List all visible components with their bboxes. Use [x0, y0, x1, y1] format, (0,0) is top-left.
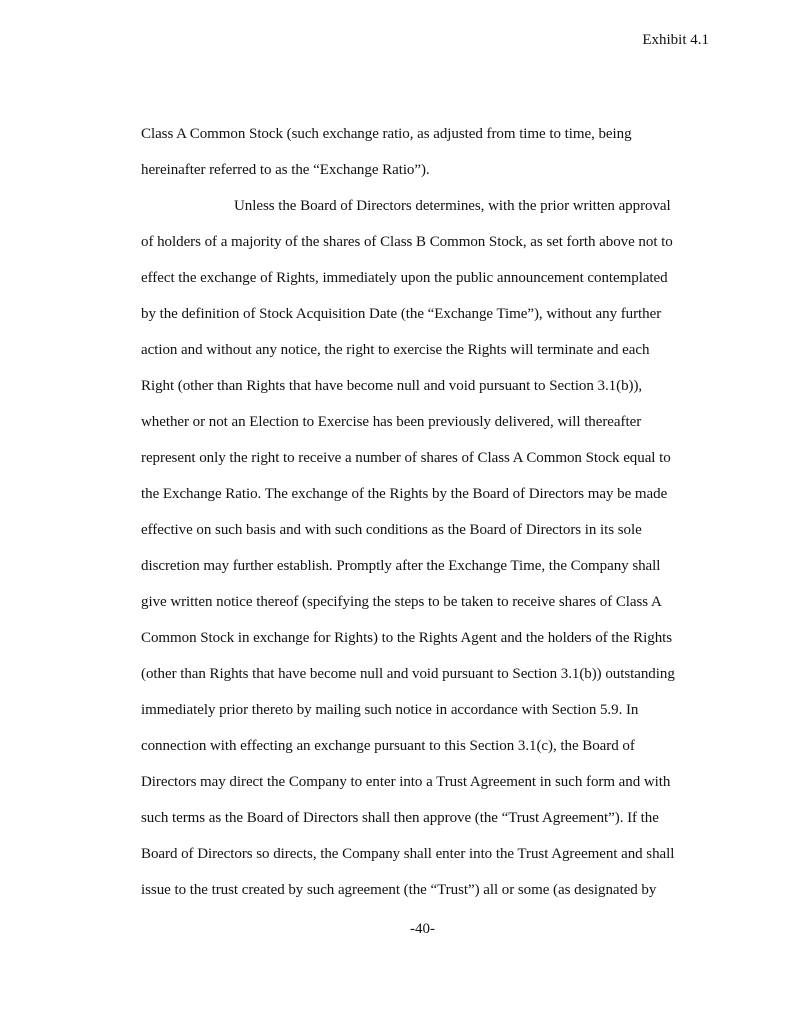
text-line-20: such terms as the Board of Directors shall then approve (the “Trust Agreement”). If the — [141, 810, 659, 826]
text-line-17: immediately prior thereto by mailing such notice in accordance with Section 5.9. In — [141, 702, 639, 718]
page-number: -40- — [410, 921, 435, 937]
text-line-13: discretion may further establish. Promptly after the Exchange Time, the Company shall — [141, 558, 661, 574]
text-line-14: give written notice thereof (specifying the steps to be taken to receive shares of Class A — [141, 594, 662, 610]
text-line-8: Right (other than Rights that have become null and void pursuant to Section 3.1(b)), — [141, 378, 643, 394]
text-line-1: Class A Common Stock (such exchange ratio, as adjusted from time to time, being — [141, 126, 632, 142]
text-line-22: issue to the trust created by such agreement (the “Trust”) all or some (as designated by — [141, 882, 657, 898]
text-line-10: represent only the right to receive a number of shares of Class A Common Stock equal to — [141, 450, 671, 466]
text-line-15: Common Stock in exchange for Rights) to the Rights Agent and the holders of the Rights — [141, 630, 673, 646]
text-line-18: connection with effecting an exchange pursuant to this Section 3.1(c), the Board of — [141, 738, 635, 754]
text-line-6: by the definition of Stock Acquisition Date (the “Exchange Time”), without any further — [141, 306, 662, 322]
text-line-2: hereinafter referred to as the “Exchange Ratio”). — [141, 162, 430, 178]
text-line-4: of holders of a majority of the shares of Class B Common Stock, as set forth above not to — [141, 234, 673, 250]
text-line-7: action and without any notice, the right to exercise the Rights will terminate and each — [141, 342, 650, 358]
text-line-5: effect the exchange of Rights, immediately upon the public announcement contemplated — [141, 270, 668, 286]
text-line-19: Directors may direct the Company to enter into a Trust Agreement in such form and with — [141, 774, 671, 790]
text-line-16: (other than Rights that have become null and void pursuant to Section 3.1(b)) outstanding — [141, 666, 675, 682]
text-line-21: Board of Directors so directs, the Company shall enter into the Trust Agreement and shall — [141, 846, 675, 862]
text-line-12: effective on such basis and with such conditions as the Board of Directors in its sole — [141, 522, 642, 538]
text-line-9: whether or not an Election to Exercise has been previously delivered, will thereafter — [141, 414, 642, 430]
exhibit-label: Exhibit 4.1 — [642, 32, 709, 48]
text-line-3: Unless the Board of Directors determines, with the prior written approval — [234, 198, 671, 214]
text-line-11: the Exchange Ratio. The exchange of the Rights by the Board of Directors may be made — [141, 486, 668, 502]
